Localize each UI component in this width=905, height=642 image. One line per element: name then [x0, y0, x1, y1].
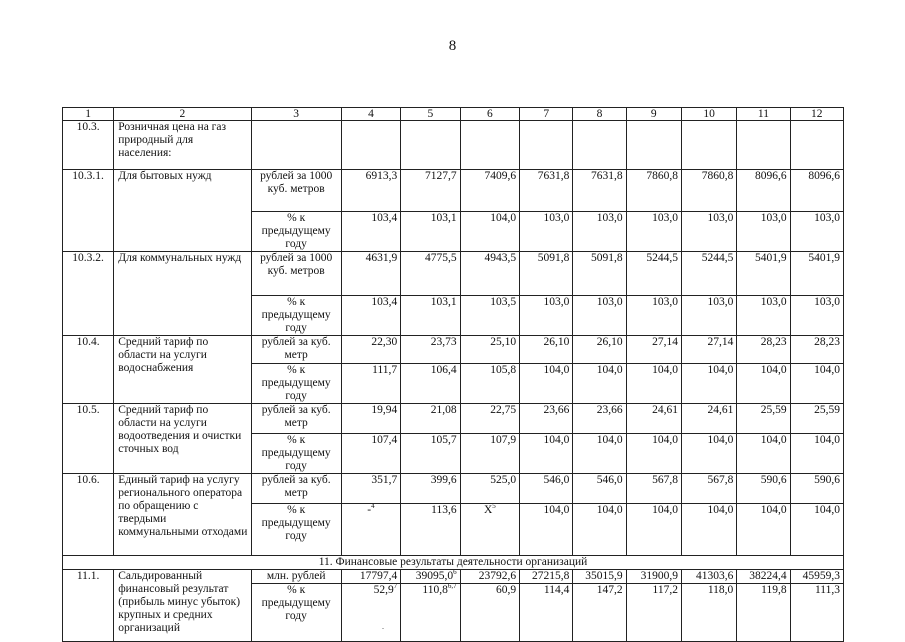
footnote-mark: 4	[371, 503, 375, 511]
column-header: 3	[251, 108, 341, 121]
table-row	[63, 121, 844, 170]
column-header: 12	[790, 108, 843, 121]
value-cell: 117,2	[626, 584, 681, 642]
value-cell: 103,0	[626, 296, 681, 336]
column-header: 6	[460, 108, 519, 121]
empty-cell	[251, 121, 341, 170]
value-cell: 5091,8	[520, 252, 573, 296]
value-cell: 8096,6	[790, 170, 843, 212]
row-code: 10.3.2.	[63, 252, 114, 336]
value-cell: 5401,9	[737, 252, 790, 296]
section-title: 11. Финансовые результаты деятельности организаций	[63, 556, 844, 570]
header-row	[63, 108, 844, 121]
value-cell: 103,0	[790, 212, 843, 252]
value-cell: 28,23	[790, 336, 843, 364]
column-header: 8	[573, 108, 626, 121]
value-text: 52,9	[373, 584, 394, 596]
value-cell: 28,23	[737, 336, 790, 364]
value-cell: 103,0	[681, 212, 736, 252]
row-code: 10.6.	[63, 474, 114, 556]
empty-cell	[737, 121, 790, 170]
value-cell: 24,61	[626, 404, 681, 434]
row-name: Для коммунальных нужд	[114, 252, 251, 336]
value-cell: 8096,6	[737, 170, 790, 212]
forecast-table	[62, 107, 844, 642]
value-cell: 104,0	[573, 434, 626, 474]
column-header: 2	[114, 108, 251, 121]
empty-cell	[460, 121, 519, 170]
footnote-mark: 5	[492, 503, 496, 511]
value-cell: 27,14	[626, 336, 681, 364]
value-cell: 119,8	[737, 584, 790, 642]
value-cell: 103,4	[341, 296, 400, 336]
column-header: 5	[401, 108, 460, 121]
empty-cell	[520, 121, 573, 170]
value-cell: 104,0	[573, 364, 626, 404]
value-cell: 7631,8	[573, 170, 626, 212]
unit-cell: рублей за 1000 куб. метров	[251, 170, 341, 212]
row-code: 11.1.	[63, 570, 114, 642]
value-cell: 546,0	[520, 474, 573, 504]
value-cell: 106,4	[401, 364, 460, 404]
row-code: 10.3.1.	[63, 170, 114, 252]
value-cell: 45959,3	[790, 570, 843, 584]
value-cell: 22,75	[460, 404, 519, 434]
value-cell: 19,94	[341, 404, 400, 434]
value-cell: 103,0	[626, 212, 681, 252]
value-cell: 104,0	[460, 212, 519, 252]
value-cell: 7860,8	[681, 170, 736, 212]
column-header: 1	[63, 108, 114, 121]
value-cell: 24,61	[681, 404, 736, 434]
value-cell: 567,8	[681, 474, 736, 504]
unit-cell: % к предыдущему году	[251, 504, 341, 556]
unit-cell: % к предыдущему году	[251, 296, 341, 336]
value-cell: 60,9	[460, 584, 519, 642]
value-cell: 103,0	[681, 296, 736, 336]
row-code: 10.4.	[63, 336, 114, 404]
row-name: Для бытовых нужд	[114, 170, 251, 252]
row-name: Средний тариф по области на услуги водоснабжения	[114, 336, 251, 404]
value-cell: 103,0	[737, 296, 790, 336]
value-text: -	[367, 504, 372, 516]
value-cell: 567,8	[626, 474, 681, 504]
value-cell: 5401,9	[790, 252, 843, 296]
value-cell: 21,08	[401, 404, 460, 434]
value-cell: 103,0	[520, 296, 573, 336]
column-header: 7	[520, 108, 573, 121]
empty-cell	[681, 121, 736, 170]
value-cell: 111,7	[341, 364, 400, 404]
value-cell: 104,0	[626, 504, 681, 556]
value-cell: 104,0	[520, 364, 573, 404]
table-row	[63, 336, 844, 364]
value-cell: 7860,8	[626, 170, 681, 212]
unit-cell: % к предыдущему году	[251, 584, 341, 642]
footnote-mark: 7	[393, 583, 398, 591]
value-cell: 23,66	[573, 404, 626, 434]
unit-cell: рублей за куб. метр	[251, 336, 341, 364]
value-cell: 27,14	[681, 336, 736, 364]
value-cell: 590,6	[790, 474, 843, 504]
value-cell: 104,0	[790, 504, 843, 556]
footnote-mark: 6,7	[447, 583, 457, 591]
value-cell: 104,0	[737, 504, 790, 556]
unit-cell: % к предыдущему году	[251, 434, 341, 474]
value-cell: 105,7	[401, 434, 460, 474]
page-number: 8	[448, 38, 457, 54]
row-code: 10.3.	[63, 121, 114, 170]
value-cell: 22,30	[341, 336, 400, 364]
value-cell: 104,0	[681, 434, 736, 474]
column-header: 10	[681, 108, 736, 121]
value-cell: 104,0	[573, 504, 626, 556]
value-cell: 104,0	[737, 434, 790, 474]
value-cell: 104,0	[737, 364, 790, 404]
empty-cell	[401, 121, 460, 170]
value-cell: 104,0	[626, 434, 681, 474]
unit-cell: млн. рублей	[251, 570, 341, 584]
row-name: Розничная цена на газ природный для населения:	[114, 121, 251, 170]
value-cell: 25,59	[790, 404, 843, 434]
value-cell	[341, 504, 400, 556]
value-text: 39095,0	[415, 570, 454, 582]
value-cell: 31900,9	[626, 570, 681, 584]
table-row	[63, 404, 844, 434]
value-cell: 41303,6	[681, 570, 736, 584]
row-name: Единый тариф на услугу регионального оператора по обращению с твердыми коммунальными отходами	[114, 474, 251, 556]
value-cell: 35015,9	[573, 570, 626, 584]
value-cell: 103,1	[401, 296, 460, 336]
value-cell: 105,8	[460, 364, 519, 404]
unit-cell: рублей за 1000 куб. метров	[251, 252, 341, 296]
table-row	[63, 474, 844, 504]
table-row	[63, 570, 844, 584]
unit-cell: % к предыдущему году	[251, 364, 341, 404]
row-name: Средний тариф по области на услуги водоотведения и очистки сточных вод	[114, 404, 251, 474]
value-cell: 5091,8	[573, 252, 626, 296]
value-cell: 147,2	[573, 584, 626, 642]
value-cell: 546,0	[573, 474, 626, 504]
value-cell: 17797,4	[341, 570, 400, 584]
value-cell: 25,10	[460, 336, 519, 364]
value-cell: 107,9	[460, 434, 519, 474]
value-cell: 7631,8	[520, 170, 573, 212]
footnote-mark: 6	[453, 569, 457, 577]
value-cell: 103,4	[341, 212, 400, 252]
value-cell: 6913,3	[341, 170, 400, 212]
empty-cell	[341, 121, 400, 170]
empty-cell	[573, 121, 626, 170]
value-cell: 103,5	[460, 296, 519, 336]
unit-cell: % к предыдущему году	[251, 212, 341, 252]
value-cell: 399,6	[401, 474, 460, 504]
value-cell: 103,0	[573, 296, 626, 336]
column-header: 9	[626, 108, 681, 121]
value-cell: 26,10	[520, 336, 573, 364]
table-row	[63, 252, 844, 296]
table-row	[63, 170, 844, 212]
value-cell: 111,3	[790, 584, 843, 642]
empty-cell	[790, 121, 843, 170]
value-cell: 23,73	[401, 336, 460, 364]
value-cell: 104,0	[790, 364, 843, 404]
value-cell	[341, 584, 400, 642]
value-cell	[460, 504, 519, 556]
value-cell: 104,0	[520, 434, 573, 474]
value-cell: 118,0	[681, 584, 736, 642]
value-cell: 5244,5	[681, 252, 736, 296]
value-cell: 25,59	[737, 404, 790, 434]
value-cell: 4775,5	[401, 252, 460, 296]
value-cell: 525,0	[460, 474, 519, 504]
column-header: 4	[341, 108, 400, 121]
section-row	[63, 556, 844, 570]
row-name: Сальдированный финансовый результат (прибыль минус убыток) крупных и средних организаций	[114, 570, 251, 642]
value-cell: 26,10	[573, 336, 626, 364]
row-code: 10.5.	[63, 404, 114, 474]
value-cell: 103,1	[401, 212, 460, 252]
value-cell: 104,0	[681, 364, 736, 404]
value-cell: 104,0	[681, 504, 736, 556]
value-cell: 351,7	[341, 474, 400, 504]
column-header: 11	[737, 108, 790, 121]
value-cell: 7127,7	[401, 170, 460, 212]
value-cell: 590,6	[737, 474, 790, 504]
value-cell: 23792,6	[460, 570, 519, 584]
value-cell	[401, 570, 460, 584]
value-cell: 103,0	[790, 296, 843, 336]
value-cell: 5244,5	[626, 252, 681, 296]
value-cell: 7409,6	[460, 170, 519, 212]
value-cell: 103,0	[520, 212, 573, 252]
scan-mark: .	[382, 622, 384, 631]
value-cell: 104,0	[790, 434, 843, 474]
value-cell: 103,0	[737, 212, 790, 252]
value-cell: 113,6	[401, 504, 460, 556]
value-cell: 27215,8	[520, 570, 573, 584]
value-cell: 4943,5	[460, 252, 519, 296]
value-cell: 23,66	[520, 404, 573, 434]
value-text: 110,8	[422, 584, 448, 596]
value-cell: 38224,4	[737, 570, 790, 584]
value-cell: 104,0	[520, 504, 573, 556]
unit-cell: рублей за куб. метр	[251, 404, 341, 434]
value-cell: 103,0	[573, 212, 626, 252]
unit-cell: рублей за куб. метр	[251, 474, 341, 504]
value-cell: 107,4	[341, 434, 400, 474]
empty-cell	[626, 121, 681, 170]
value-cell: 104,0	[626, 364, 681, 404]
value-text: X	[483, 504, 493, 516]
value-cell: 114,4	[520, 584, 573, 642]
value-cell	[401, 584, 460, 642]
value-cell: 4631,9	[341, 252, 400, 296]
